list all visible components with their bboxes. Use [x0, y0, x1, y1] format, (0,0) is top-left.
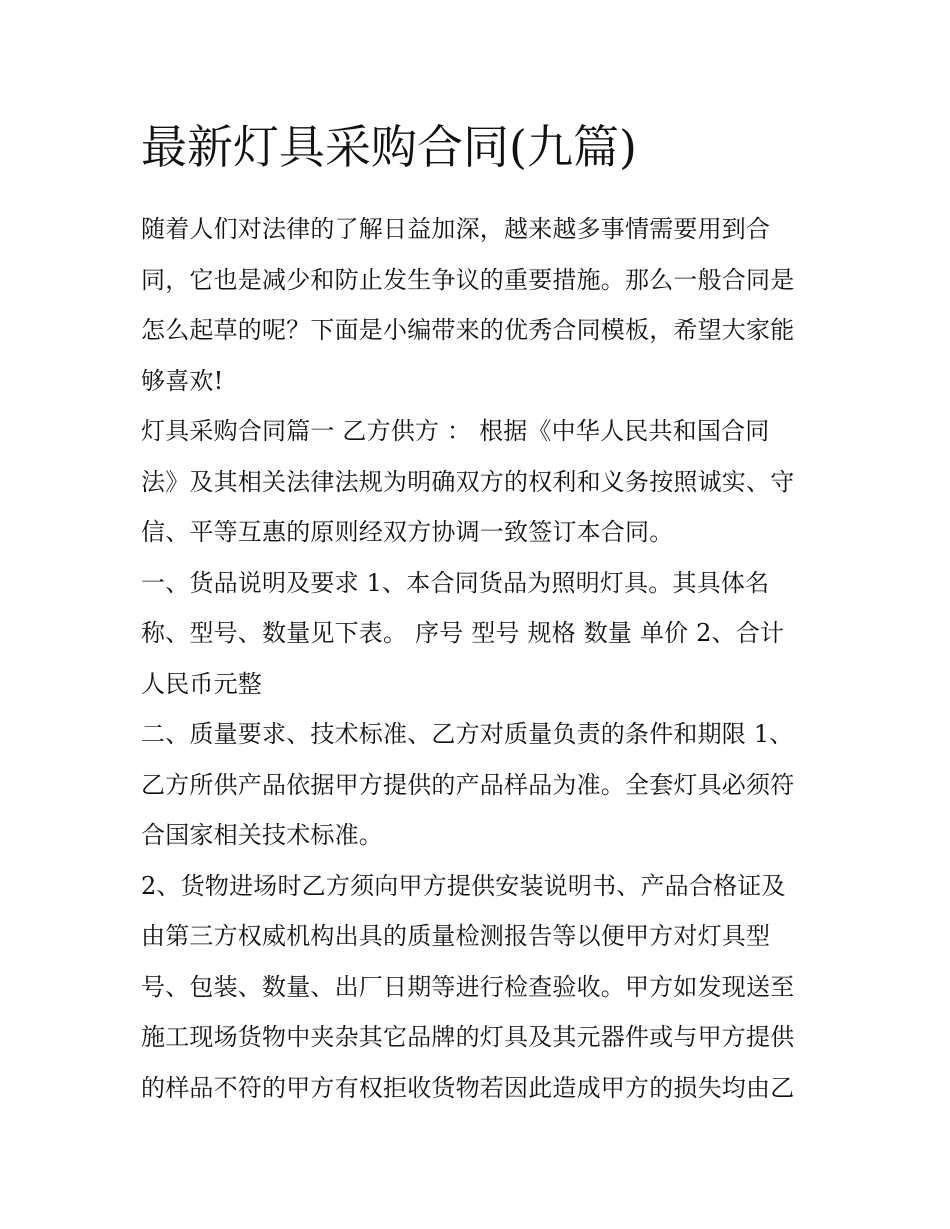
text-line: 一、货品说明及要求 1、本合同货品为照明灯具。其具体名 [141, 568, 770, 597]
text-line: 合国家相关技术标准。 [141, 821, 383, 849]
text-line: 乙方所供产品依据甲方提供的产品样品为准。全套灯具必须符 [141, 770, 795, 799]
paragraph-intro [141, 204, 821, 406]
text-line: 灯具采购合同篇一 乙方供方 ： 根据《中华人民共和国合同 [141, 417, 770, 445]
text-line: 由第三方权威机构出具的质量检测报告等以便甲方对灯具型 [141, 922, 771, 950]
text-line: 同，它也是减少和防止发生争议的重要措施。那么一般合同是 [141, 265, 795, 294]
text-line: 2、货物进场时乙方须向甲方提供安装说明书、产品合格证及 [141, 871, 786, 900]
text-line: 够喜欢! [141, 366, 224, 395]
text-line: 信、平等互惠的原则经双方协调一致签订本合同。 [141, 518, 674, 546]
text-line: 二、质量要求、技术标准、乙方对质量负责的条件和期限 1、 [141, 720, 794, 748]
text-line: 怎么起草的呢？下面是小编带来的优秀合同模板，希望大家能 [141, 316, 795, 344]
document-title: 最新灯具采购合同(九篇) [141, 120, 637, 174]
paragraph-quality-requirements [141, 709, 821, 861]
paragraph-contract-one [141, 406, 821, 558]
document-body [141, 112, 821, 1113]
text-line: 法》及其相关法律法规为明确双方的权利和义务按照诚实、守 [141, 467, 795, 496]
paragraph-delivery-inspection [141, 861, 821, 1114]
paragraph-goods-description [141, 558, 821, 710]
text-line: 号、包装、数量、出厂日期等进行检查验收。甲方如发现送至 [141, 972, 795, 1001]
text-line: 随着人们对法律的了解日益加深，越来越多事情需要用到合 [141, 215, 771, 243]
text-line: 称、型号、数量见下表。 序号 型号 规格 数量 单价 2、合计 [141, 619, 785, 647]
text-line: 施工现场货物中夹杂其它品牌的灯具及其元器件或与甲方提供 [141, 1023, 795, 1051]
text-line: 人民币元整 [141, 669, 262, 698]
text-line: 的样品不符的甲方有权拒收货物若因此造成甲方的损失均由乙 [141, 1073, 795, 1102]
